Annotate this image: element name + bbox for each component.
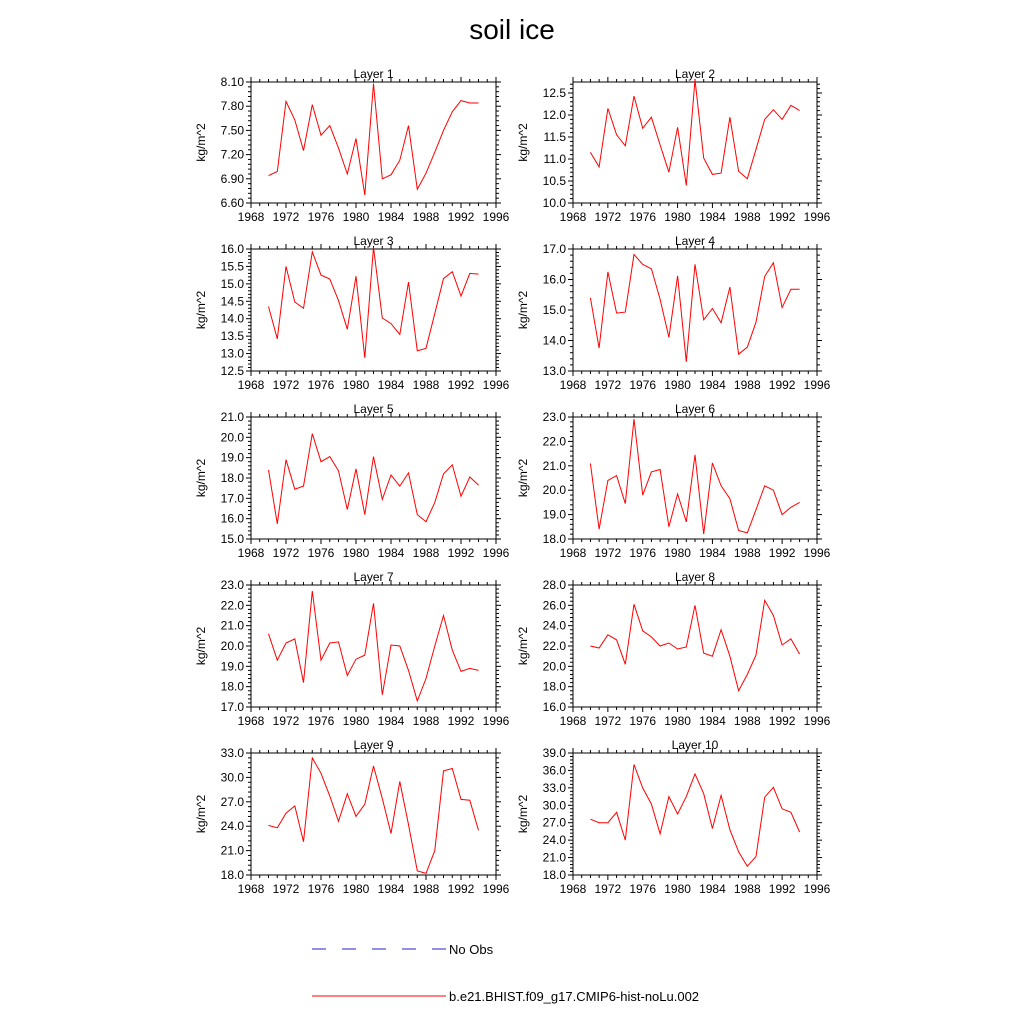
y-tick-label: 19.0 <box>542 507 566 522</box>
chart-title: Layer 2 <box>674 67 716 81</box>
x-tick-label: 1996 <box>482 378 510 392</box>
y-tick-label: 33.0 <box>542 780 566 795</box>
x-tick-label: 1988 <box>733 210 761 224</box>
y-tick-label: 19.0 <box>220 450 244 465</box>
x-tick-label: 1988 <box>412 378 440 392</box>
y-tick-label: 23.0 <box>220 578 244 592</box>
x-tick-label: 1968 <box>237 546 265 560</box>
chart-panel-3 <box>194 234 510 392</box>
y-tick-label: 13.5 <box>220 329 244 344</box>
x-tick-label: 1992 <box>447 210 475 224</box>
y-tick-label: 22.0 <box>542 639 566 653</box>
chart-title: Layer 6 <box>674 402 716 416</box>
x-tick-label: 1980 <box>664 378 691 392</box>
x-tick-label: 1996 <box>803 882 831 896</box>
plot-frame <box>251 417 496 539</box>
legend-label-no-obs: No Obs <box>449 942 494 957</box>
series-line <box>269 84 479 195</box>
legend-label-model: b.e21.BHIST.f09_g17.CMIP6-hist-noLu.002 <box>449 989 700 1004</box>
x-tick-label: 1980 <box>664 714 691 728</box>
chart-panel-9 <box>194 738 510 896</box>
y-tick-label: 7.50 <box>220 123 244 138</box>
y-tick-label: 16.0 <box>220 511 244 526</box>
x-tick-label: 1976 <box>307 378 335 392</box>
x-tick-label: 1992 <box>768 210 796 224</box>
x-tick-label: 1980 <box>342 714 370 728</box>
y-axis-label: kg/m^2 <box>516 458 530 498</box>
x-tick-label: 1968 <box>559 714 587 728</box>
y-tick-label: 21.0 <box>220 410 244 424</box>
y-tick-label: 23.0 <box>542 410 566 424</box>
y-tick-label: 18.0 <box>220 679 244 694</box>
y-tick-label: 18.0 <box>220 868 244 882</box>
x-tick-label: 1992 <box>447 546 475 560</box>
y-tick-label: 30.0 <box>542 798 566 813</box>
y-tick-label: 39.0 <box>542 746 566 760</box>
y-tick-label: 12.5 <box>220 364 244 378</box>
y-axis-label: kg/m^2 <box>516 794 530 834</box>
x-tick-label: 1984 <box>377 546 405 560</box>
chart-panel-1 <box>194 67 510 224</box>
chart-panel-5 <box>194 402 510 560</box>
chart-panel-8 <box>516 570 831 728</box>
x-tick-label: 1976 <box>307 882 335 896</box>
y-axis-label: kg/m^2 <box>516 290 530 330</box>
y-tick-label: 14.5 <box>220 294 244 309</box>
x-tick-label: 1996 <box>803 546 831 560</box>
x-tick-label: 1968 <box>559 882 587 896</box>
y-tick-label: 27.0 <box>542 815 566 830</box>
chart-title: Layer 10 <box>671 738 719 752</box>
y-tick-label: 15.0 <box>542 303 566 317</box>
x-tick-label: 1972 <box>272 378 300 392</box>
chart-panel-10 <box>516 738 831 896</box>
x-tick-label: 1992 <box>447 714 475 728</box>
y-tick-label: 7.20 <box>220 147 244 162</box>
y-tick-label: 27.0 <box>220 794 244 809</box>
x-tick-label: 1976 <box>307 546 335 560</box>
x-tick-label: 1988 <box>412 210 440 224</box>
x-tick-label: 1984 <box>699 714 726 728</box>
x-tick-label: 1996 <box>803 378 831 392</box>
x-tick-label: 1996 <box>482 546 510 560</box>
chart-title: Layer 4 <box>674 234 716 248</box>
y-tick-label: 24.0 <box>542 618 566 633</box>
x-tick-label: 1972 <box>272 546 300 560</box>
y-tick-label: 19.0 <box>220 659 244 674</box>
y-tick-label: 21.0 <box>542 458 566 473</box>
y-tick-label: 13.0 <box>220 346 244 361</box>
x-tick-label: 1972 <box>594 378 622 392</box>
y-axis-label: kg/m^2 <box>194 123 208 162</box>
y-tick-label: 10.0 <box>542 196 566 210</box>
plot-frame <box>573 417 817 539</box>
y-tick-label: 33.0 <box>220 746 244 760</box>
x-tick-label: 1988 <box>412 882 440 896</box>
y-axis-label: kg/m^2 <box>516 123 530 162</box>
x-tick-label: 1972 <box>594 210 622 224</box>
x-tick-label: 1996 <box>803 210 831 224</box>
plot-frame <box>573 82 817 203</box>
y-tick-label: 20.0 <box>220 430 244 445</box>
plot-frame <box>251 249 496 371</box>
y-tick-label: 17.0 <box>542 242 566 256</box>
y-tick-label: 24.0 <box>220 819 244 834</box>
x-tick-label: 1976 <box>629 546 657 560</box>
chart-panel-6 <box>516 402 831 560</box>
y-tick-label: 13.0 <box>542 364 566 378</box>
y-tick-label: 8.10 <box>220 75 244 89</box>
x-tick-label: 1984 <box>699 378 726 392</box>
y-tick-label: 26.0 <box>542 598 566 613</box>
x-tick-label: 1996 <box>482 882 510 896</box>
y-tick-label: 18.0 <box>542 532 566 546</box>
x-tick-label: 1992 <box>768 714 796 728</box>
plot-frame <box>251 753 496 875</box>
x-tick-label: 1988 <box>733 546 761 560</box>
chart-title: Layer 7 <box>353 570 394 584</box>
x-tick-label: 1980 <box>664 882 691 896</box>
x-tick-label: 1968 <box>237 210 265 224</box>
y-tick-label: 17.0 <box>220 700 244 714</box>
series-line <box>590 765 799 867</box>
x-tick-label: 1988 <box>733 714 761 728</box>
x-tick-label: 1976 <box>307 210 335 224</box>
series-line <box>590 80 799 186</box>
x-tick-label: 1980 <box>342 210 370 224</box>
x-tick-label: 1968 <box>559 546 587 560</box>
x-tick-label: 1980 <box>664 210 691 224</box>
x-tick-label: 1980 <box>664 546 691 560</box>
y-tick-label: 7.80 <box>220 99 244 114</box>
y-tick-label: 14.0 <box>220 311 244 326</box>
y-tick-label: 6.60 <box>220 196 244 210</box>
series-line <box>590 600 799 690</box>
y-tick-label: 18.0 <box>542 679 566 694</box>
chart-panel-4 <box>516 234 831 392</box>
x-tick-label: 1984 <box>377 882 405 896</box>
x-tick-label: 1972 <box>272 714 300 728</box>
x-tick-label: 1988 <box>412 714 440 728</box>
x-tick-label: 1976 <box>307 714 335 728</box>
chart-title: Layer 8 <box>674 570 716 584</box>
y-tick-label: 11.0 <box>543 152 566 166</box>
x-tick-label: 1980 <box>342 882 370 896</box>
y-tick-label: 20.0 <box>542 483 566 498</box>
chart-panel-2 <box>516 67 831 224</box>
plot-frame <box>573 585 817 707</box>
x-tick-label: 1992 <box>768 882 796 896</box>
y-axis-label: kg/m^2 <box>194 626 208 666</box>
y-tick-label: 28.0 <box>542 578 566 592</box>
y-tick-label: 22.0 <box>220 598 244 613</box>
x-tick-label: 1984 <box>699 210 726 224</box>
plot-frame <box>573 753 817 875</box>
x-tick-label: 1988 <box>412 546 440 560</box>
y-axis-label: kg/m^2 <box>194 458 208 498</box>
y-axis-label: kg/m^2 <box>194 290 208 330</box>
y-tick-label: 16.0 <box>220 242 244 256</box>
x-tick-label: 1976 <box>629 378 657 392</box>
x-tick-label: 1984 <box>377 210 405 224</box>
x-tick-label: 1984 <box>377 714 405 728</box>
y-tick-label: 11.5 <box>543 130 566 144</box>
y-axis-label: kg/m^2 <box>516 626 530 666</box>
x-tick-label: 1980 <box>342 546 370 560</box>
x-tick-label: 1972 <box>594 546 622 560</box>
y-tick-label: 21.0 <box>220 618 244 633</box>
y-tick-label: 30.0 <box>220 770 244 785</box>
chart-title: Layer 1 <box>353 67 394 81</box>
x-tick-label: 1996 <box>482 714 510 728</box>
x-tick-label: 1976 <box>629 882 657 896</box>
x-tick-label: 1992 <box>768 546 796 560</box>
y-tick-label: 24.0 <box>542 833 566 848</box>
x-tick-label: 1968 <box>237 378 265 392</box>
x-tick-label: 1988 <box>733 378 761 392</box>
y-tick-label: 22.0 <box>542 434 566 449</box>
series-line <box>269 758 479 874</box>
y-tick-label: 12.0 <box>542 108 566 122</box>
x-tick-label: 1972 <box>272 210 300 224</box>
x-tick-label: 1972 <box>594 882 622 896</box>
chart-panels <box>194 67 831 896</box>
x-tick-label: 1992 <box>768 378 796 392</box>
x-tick-label: 1996 <box>482 210 510 224</box>
y-tick-label: 14.0 <box>542 333 566 348</box>
series-line <box>590 255 799 362</box>
y-tick-label: 18.0 <box>220 471 244 485</box>
y-tick-label: 16.0 <box>542 700 566 714</box>
x-tick-label: 1992 <box>447 882 475 896</box>
x-tick-label: 1968 <box>237 714 265 728</box>
y-tick-label: 15.5 <box>220 259 244 274</box>
x-tick-label: 1972 <box>272 882 300 896</box>
x-tick-label: 1992 <box>447 378 475 392</box>
series-line <box>269 247 479 357</box>
y-tick-label: 12.5 <box>542 86 566 100</box>
x-tick-label: 1968 <box>237 882 265 896</box>
chart-panel-7 <box>194 570 510 728</box>
page-title: soil ice <box>469 14 555 45</box>
y-axis-label: kg/m^2 <box>194 794 208 834</box>
y-tick-label: 21.0 <box>220 843 244 858</box>
y-tick-label: 15.0 <box>220 276 244 291</box>
x-tick-label: 1976 <box>629 714 657 728</box>
x-tick-label: 1984 <box>377 378 405 392</box>
y-tick-label: 20.0 <box>542 659 566 674</box>
y-tick-label: 6.90 <box>220 171 244 186</box>
legend <box>312 942 699 1004</box>
y-tick-label: 21.0 <box>542 850 566 865</box>
plot-frame <box>251 82 496 203</box>
x-tick-label: 1988 <box>733 882 761 896</box>
chart-title: Layer 9 <box>353 738 394 752</box>
y-tick-label: 18.0 <box>542 868 566 882</box>
chart-title: Layer 3 <box>353 234 394 248</box>
x-tick-label: 1996 <box>803 714 831 728</box>
x-tick-label: 1972 <box>594 714 622 728</box>
y-tick-label: 36.0 <box>542 763 566 778</box>
y-tick-label: 17.0 <box>220 491 244 506</box>
y-tick-label: 10.5 <box>542 174 566 188</box>
y-tick-label: 20.0 <box>220 639 244 653</box>
x-tick-label: 1968 <box>559 210 587 224</box>
chart-title: Layer 5 <box>353 402 394 416</box>
series-line <box>269 434 479 524</box>
x-tick-label: 1968 <box>559 378 587 392</box>
y-tick-label: 16.0 <box>542 272 566 287</box>
x-tick-label: 1980 <box>342 378 370 392</box>
series-line <box>269 591 479 701</box>
x-tick-label: 1976 <box>629 210 657 224</box>
x-tick-label: 1984 <box>699 546 726 560</box>
x-tick-label: 1984 <box>699 882 726 896</box>
series-line <box>590 419 799 534</box>
y-tick-label: 15.0 <box>220 532 244 546</box>
